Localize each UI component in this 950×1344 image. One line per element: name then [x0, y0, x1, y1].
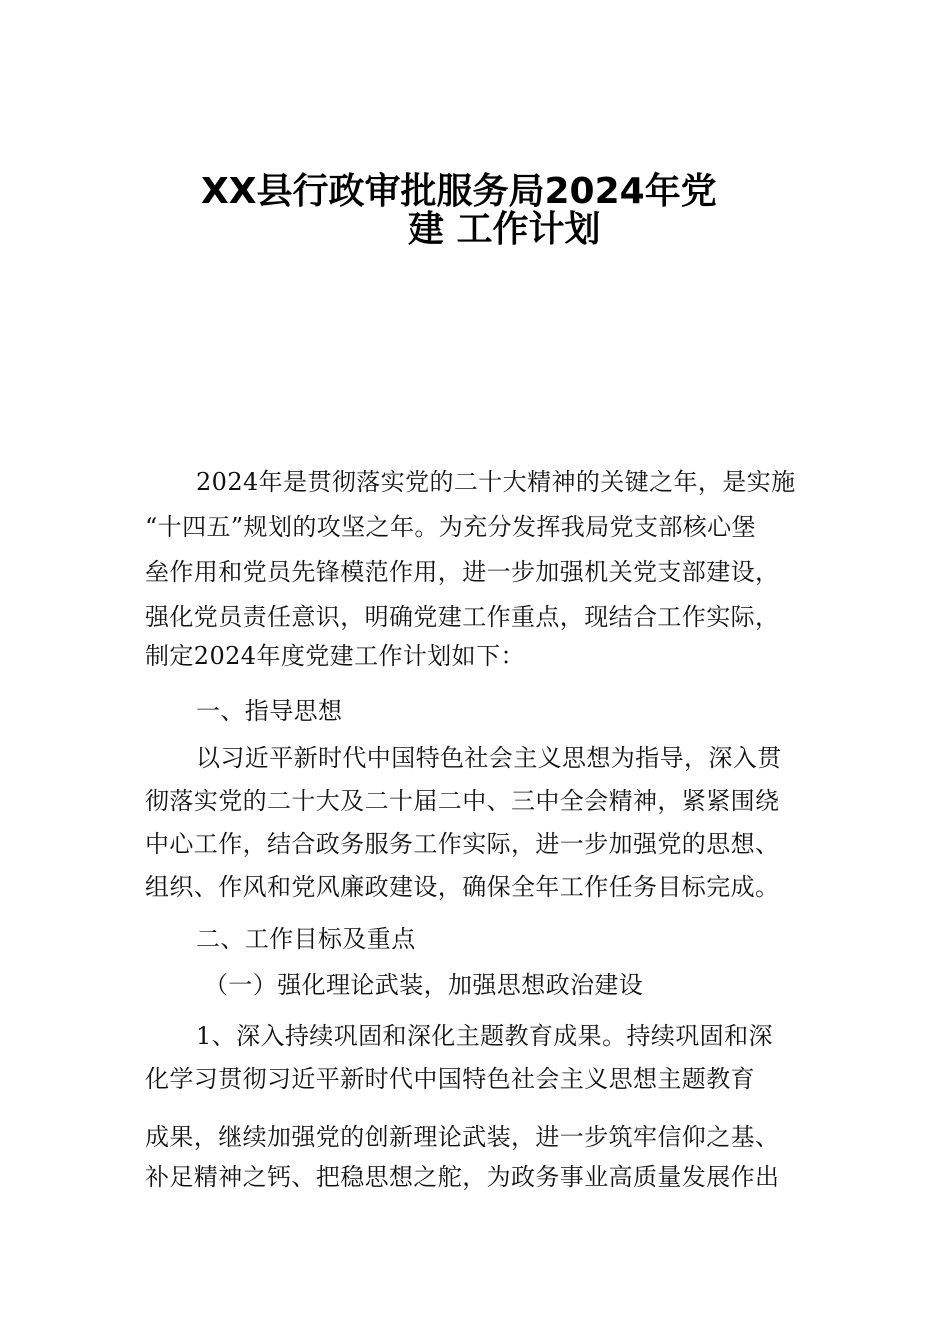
intro-line: 强化党员责任意识，明确党建工作重点，现结合工作实际， [145, 603, 780, 631]
item1-line: 补足精神之钙、把稳思想之舵，为政务事业高质量发展作出 [145, 1163, 780, 1191]
document-title-line-1: XX县行政审批服务局2024年党 [201, 171, 717, 212]
section1-body-line: 以习近平新时代中国特色社会主义思想为指导，深入贯 [196, 744, 782, 772]
item1-line: 成果，继续加强党的创新理论武装，进一步筑牢信仰之基、 [145, 1123, 780, 1151]
subsection-heading-theory: （一）强化理论武装，加强思想政治建设 [204, 971, 644, 999]
document-title-line-2: 建 工作计划 [408, 209, 601, 250]
intro-line: 2024年是贯彻落实党的二十大精神的关键之年，是实施 [196, 468, 796, 496]
intro-line: “十四五”规划的攻坚之年。为充分发挥我局党支部核心堡 [145, 513, 756, 541]
item1-line: 1、深入持续巩固和深化主题教育成果。持续巩固和深 [196, 1022, 773, 1050]
intro-line: 制定2024年度党建工作计划如下： [145, 642, 525, 670]
item1-line: 化学习贯彻习近平新时代中国特色社会主义思想主题教育 [145, 1065, 755, 1093]
section1-body-line: 彻落实党的二十大及二十届二中、三中全会精神，紧紧围绕 [145, 787, 780, 815]
intro-line: 垒作用和党员先锋模范作用，进一步加强机关党支部建设， [145, 558, 780, 586]
section-heading-guiding-ideology: 一、指导思想 [196, 697, 343, 725]
section1-body-line: 中心工作，结合政务服务工作实际，进一步加强党的思想、 [145, 830, 780, 858]
section-heading-goals: 二、工作目标及重点 [196, 925, 416, 953]
section1-body-line: 组织、作风和党风廉政建设，确保全年工作任务目标完成。 [145, 873, 780, 901]
